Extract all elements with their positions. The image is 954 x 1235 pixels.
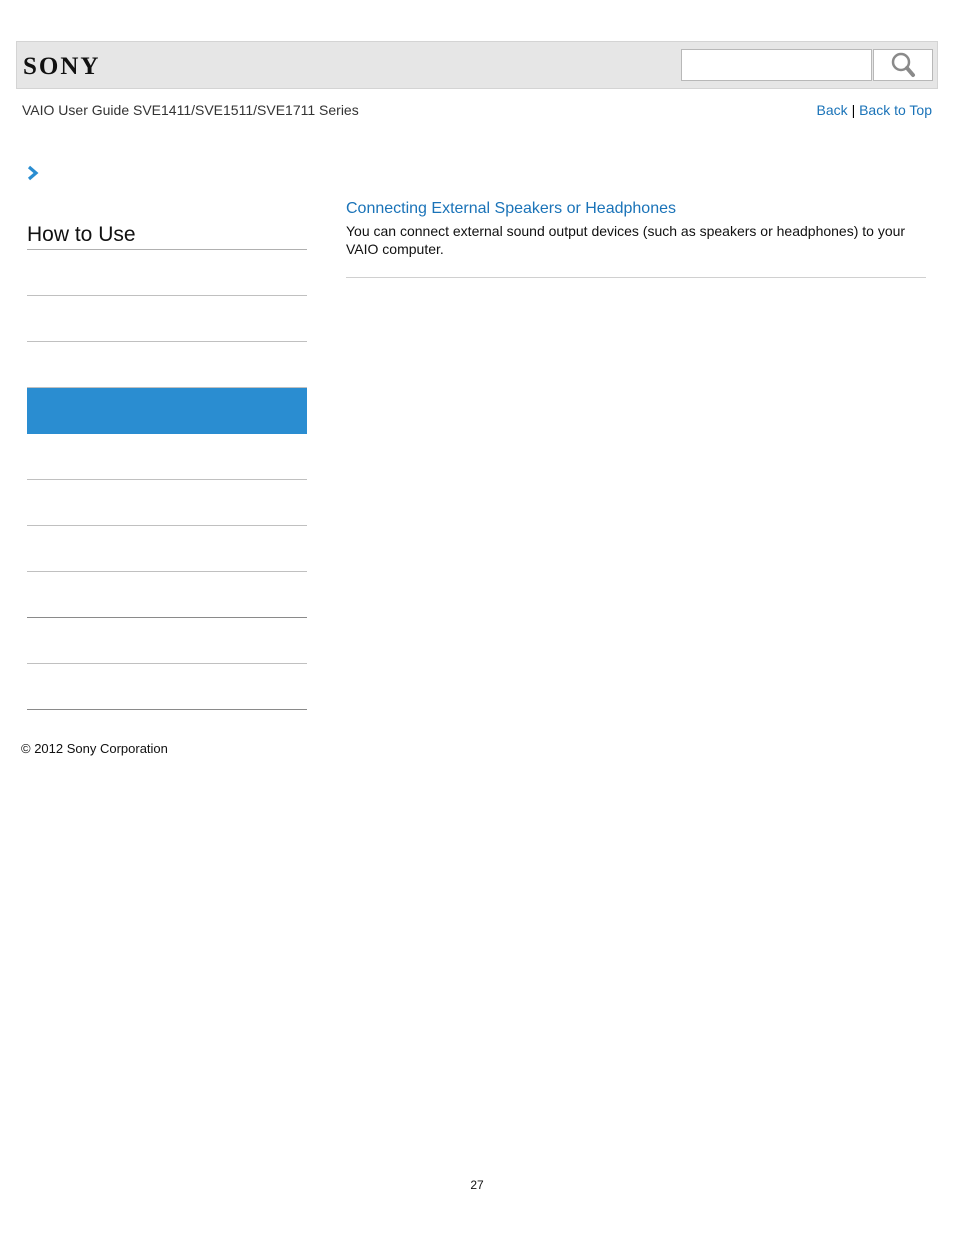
sidebar-item[interactable]: [27, 618, 307, 664]
chevron-right-icon: [26, 165, 40, 181]
content-divider: [346, 277, 926, 278]
guide-title: VAIO User Guide SVE1411/SVE1511/SVE1711 Series: [22, 102, 359, 118]
main-content: [346, 200, 926, 278]
sidebar-heading: How to Use: [27, 214, 307, 250]
sidebar-item[interactable]: [27, 664, 307, 710]
link-separator: |: [851, 102, 856, 118]
page-number: 27: [470, 1178, 484, 1192]
copyright: © 2012 Sony Corporation: [21, 741, 168, 756]
sidebar-item[interactable]: [27, 480, 307, 526]
sidebar: [27, 214, 307, 710]
sony-logo: SONY: [23, 53, 101, 80]
search-button[interactable]: [873, 49, 933, 81]
back-link[interactable]: Back: [816, 102, 848, 118]
top-nav-links: [817, 102, 932, 118]
sidebar-item[interactable]: [27, 434, 307, 480]
sidebar-item[interactable]: [27, 342, 307, 388]
breadcrumb[interactable]: [26, 165, 40, 186]
sidebar-item-active[interactable]: [27, 388, 307, 434]
search-input[interactable]: [681, 49, 872, 81]
back-to-top-link[interactable]: Back to Top: [859, 102, 932, 118]
search-icon: [890, 52, 916, 78]
sidebar-item[interactable]: [27, 572, 307, 618]
topic-description: You can connect external sound output devices (such as speakers or headphones) to your VAIO computer.: [346, 223, 906, 257]
sidebar-item[interactable]: [27, 526, 307, 572]
header-bar: [16, 41, 938, 89]
topic-link[interactable]: Connecting External Speakers or Headphones: [346, 200, 676, 217]
sidebar-item[interactable]: [27, 250, 307, 296]
sidebar-item[interactable]: [27, 296, 307, 342]
